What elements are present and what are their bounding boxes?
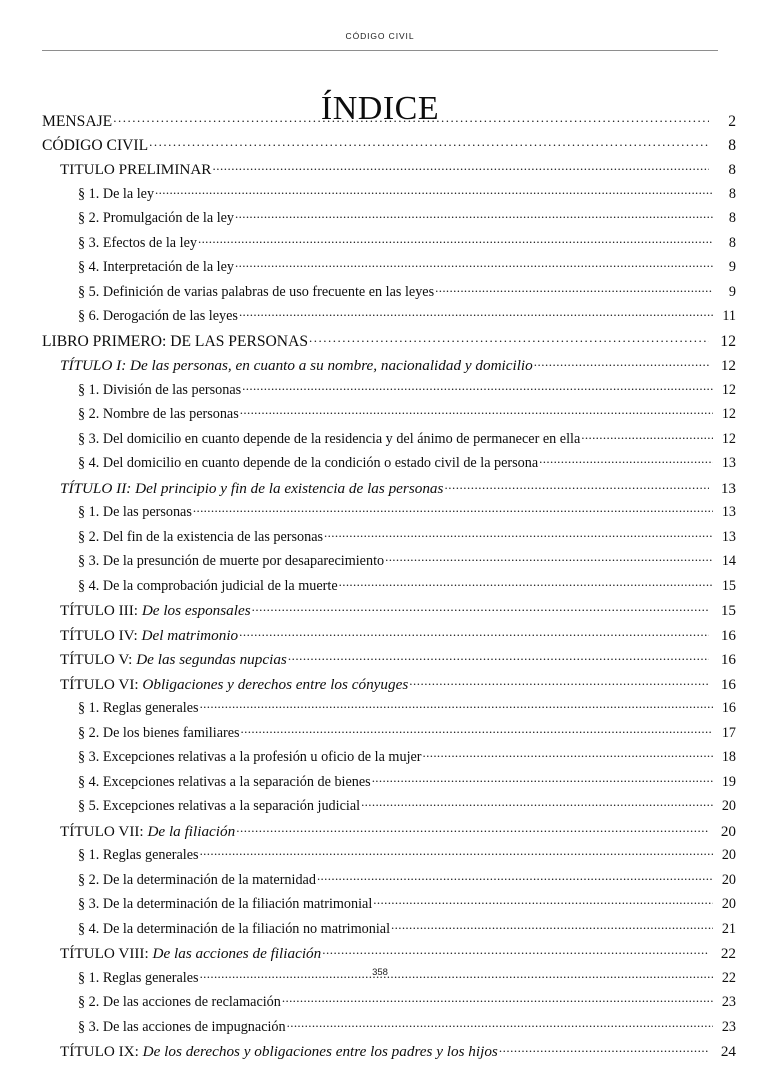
toc-entry-title: TÍTULO VI: <box>60 675 143 693</box>
toc-entry-label: LIBRO PRIMERO: DE LAS PERSONAS <box>42 333 308 351</box>
toc-entry-label <box>60 602 251 620</box>
toc-entry[interactable] <box>42 159 736 184</box>
toc-entry[interactable] <box>42 233 736 258</box>
toc-entry[interactable] <box>42 502 736 527</box>
dot-leader <box>435 282 713 296</box>
toc-entry[interactable] <box>42 796 736 821</box>
dot-leader <box>200 698 713 712</box>
toc-entry-page-number: 8 <box>728 210 736 227</box>
running-head <box>0 26 760 44</box>
toc-entry-title: TÍTULO VII: <box>60 822 148 840</box>
toc-entry-label: § 2. Nombre de las personas <box>78 406 239 423</box>
toc-entry-page-number: 2 <box>728 112 736 130</box>
dot-leader <box>241 723 713 737</box>
toc-entry-label: MENSAJE <box>42 112 113 130</box>
toc-entry[interactable] <box>42 380 736 405</box>
toc-entry-description: De las segundas nupcias <box>136 651 287 669</box>
toc-entry[interactable] <box>42 1017 736 1042</box>
toc-entry-label: CÓDIGO CIVIL <box>42 137 149 155</box>
dot-leader <box>252 600 709 615</box>
dot-leader <box>193 502 713 516</box>
dot-leader <box>288 649 709 664</box>
toc-entry-label: § 4. De la determinación de la filiación no matrimonial <box>78 920 391 937</box>
toc-entry-label <box>60 1043 498 1061</box>
toc-entry-page-number: 12 <box>721 406 736 423</box>
toc-entry-label: § 1. De las personas <box>78 504 192 521</box>
toc-entry-label: § 3. De las acciones de impugnación <box>78 1018 286 1035</box>
toc-entry-page-number: 12 <box>720 333 736 351</box>
toc-entry-page-number: 16 <box>720 675 736 693</box>
toc-entry-page-number: 13 <box>721 528 736 545</box>
toc-entry[interactable] <box>42 257 736 282</box>
dot-leader <box>385 551 713 565</box>
toc-entry-description: De la filiación <box>147 822 236 840</box>
toc-entry-page-number: 19 <box>721 773 736 790</box>
toc-entry-label: § 1. Reglas generales <box>78 847 199 864</box>
toc-entry-page-number: 20 <box>721 798 736 815</box>
toc-entry-page-number: 8 <box>728 234 736 251</box>
toc-entry-page-number: 16 <box>720 626 736 644</box>
toc-entry-page-number: 8 <box>728 137 736 155</box>
dot-leader <box>242 380 713 394</box>
dot-leader <box>198 233 713 247</box>
toc-entry[interactable] <box>42 135 736 160</box>
toc-entry[interactable] <box>42 306 736 331</box>
toc-entry-page-number: 13 <box>720 479 736 497</box>
toc-entry-page-number: 16 <box>720 651 736 669</box>
toc-entry-title: TÍTULO III: <box>60 602 142 620</box>
toc-entry[interactable] <box>42 478 736 503</box>
toc-entry[interactable] <box>42 453 736 478</box>
dot-leader <box>324 527 713 541</box>
toc-entry-title: TÍTULO IV: <box>60 626 142 644</box>
toc-entry-label <box>60 945 321 963</box>
toc-entry-page-number: 16 <box>721 700 736 717</box>
toc-entry-page-number: 20 <box>720 822 736 840</box>
toc-entry-page-number: 15 <box>720 602 736 620</box>
toc-entry-label: § 5. Definición de varias palabras de uso frecuente en las leyes <box>78 283 435 300</box>
toc-entry[interactable] <box>42 184 736 209</box>
toc-entry-page-number: 17 <box>721 724 736 741</box>
toc-entry[interactable] <box>42 429 736 454</box>
dot-leader <box>423 747 713 761</box>
toc-entry-page-number: 22 <box>720 945 736 963</box>
toc-entry-label <box>60 823 235 841</box>
toc-entry[interactable] <box>42 698 736 723</box>
toc-entry-page-number: 9 <box>728 283 736 300</box>
toc-entry-label: § 2. Promulgación de la ley <box>78 210 235 227</box>
page-title: ÍNDICE <box>320 89 440 127</box>
toc-entry-label: § 4. Excepciones relativas a la separación de bienes <box>78 773 371 790</box>
toc-entry[interactable] <box>42 600 736 625</box>
toc-entry[interactable] <box>42 625 736 650</box>
toc-entry-label: § 6. Derogación de las leyes <box>78 308 238 325</box>
toc-entry[interactable] <box>42 282 736 307</box>
toc-entry-page-number: 8 <box>728 185 736 202</box>
toc-entry[interactable] <box>42 110 736 135</box>
dot-leader <box>113 110 709 126</box>
toc-entry-label: § 4. De la comprobación judicial de la muerte <box>78 577 338 594</box>
toc-entry-page-number: 23 <box>721 994 736 1011</box>
dot-leader <box>212 159 709 174</box>
dot-leader <box>539 453 713 467</box>
toc-entry-description: De los derechos y obligaciones entre los padres y los hijos <box>142 1043 498 1061</box>
toc-entry-page-number: 12 <box>720 357 736 375</box>
toc-entry-page-number: 12 <box>721 381 736 398</box>
toc-entry-label: TITULO PRELIMINAR <box>60 161 212 179</box>
dot-leader <box>444 478 709 493</box>
dot-leader <box>581 429 713 443</box>
toc-entry[interactable] <box>42 919 736 944</box>
toc-entry-title: TÍTULO VIII: <box>60 945 153 963</box>
dot-leader <box>149 135 709 151</box>
toc-entry-label: § 3. De la determinación de la filiación matrimonial <box>78 896 373 913</box>
toc-entry[interactable] <box>42 674 736 699</box>
dot-leader <box>499 1041 709 1056</box>
toc-entry-label: § 1. Reglas generales <box>78 700 199 717</box>
toc-entry-title: TÍTULO V: <box>60 651 137 669</box>
toc-entry[interactable] <box>42 772 736 797</box>
toc-entry[interactable] <box>42 576 736 601</box>
toc-entry[interactable] <box>42 551 736 576</box>
toc-entry[interactable] <box>42 723 736 748</box>
dot-leader <box>317 870 713 884</box>
toc-entry-description: Del matrimonio <box>141 626 239 644</box>
toc-entry[interactable] <box>42 355 736 380</box>
dot-leader <box>240 404 713 418</box>
dot-leader <box>235 257 713 271</box>
toc-entry-page-number: 15 <box>721 577 736 594</box>
toc-entry[interactable] <box>42 821 736 846</box>
toc-entry-label: § 1. De la ley <box>78 185 155 202</box>
toc-entry-page-number: 20 <box>721 871 736 888</box>
toc-entry-label: § 3. Efectos de la ley <box>78 234 197 251</box>
toc-entry-title: TÍTULO IX: <box>60 1043 143 1061</box>
dot-leader <box>282 992 713 1006</box>
dot-leader <box>339 576 713 590</box>
toc-entry-description: Obligaciones y derechos entre los cónyuges <box>142 675 409 693</box>
toc-entry-label: § 3. Del domicilio en cuanto depende de la residencia y del ánimo de permanecer en ella <box>78 430 581 447</box>
toc-entry-label: § 4. Interpretación de la ley <box>78 259 234 276</box>
dot-leader <box>361 796 713 810</box>
toc-entry-label <box>60 651 287 669</box>
toc-entry-page-number: 13 <box>721 455 736 472</box>
toc-entry[interactable] <box>42 649 736 674</box>
toc-entry-label <box>60 676 408 694</box>
toc-entry-page-number: 24 <box>720 1043 736 1061</box>
toc-entry-label: § 2. De la determinación de la maternidad <box>78 871 316 888</box>
toc-entry[interactable] <box>42 331 736 356</box>
toc-entry-page-number: 9 <box>728 259 736 276</box>
toc-entry-label: § 3. De la presunción de muerte por desaparecimiento <box>78 553 385 570</box>
toc-entry[interactable] <box>42 404 736 429</box>
toc-entry-page-number: 11 <box>722 308 736 325</box>
toc-entry[interactable] <box>42 894 736 919</box>
toc-entry[interactable] <box>42 1041 736 1066</box>
toc-entry-label: § 4. Del domicilio en cuanto depende de la condición o estado civil de la persona <box>78 455 539 472</box>
toc-entry-label <box>60 627 238 645</box>
toc-entry-page-number: 14 <box>721 553 736 570</box>
toc-entry-label: § 1. Reglas generales <box>78 969 199 986</box>
page-folio-number: 358 <box>372 967 388 978</box>
dot-leader <box>391 919 713 933</box>
toc-entry[interactable] <box>42 208 736 233</box>
toc-entry-page-number: 23 <box>721 1018 736 1035</box>
toc-entry[interactable] <box>42 943 736 968</box>
dot-leader <box>534 355 709 370</box>
toc-entry-page-number: 8 <box>728 161 736 179</box>
toc-entry[interactable] <box>42 527 736 552</box>
dot-leader <box>235 208 713 222</box>
toc-entry-label: § 1. División de las personas <box>78 381 242 398</box>
dot-leader <box>322 943 709 958</box>
table-of-contents <box>42 110 736 1066</box>
toc-entry-label: TÍTULO II: Del principio y fin de la existencia de las personas <box>60 479 444 497</box>
toc-entry-page-number: 21 <box>721 920 736 937</box>
dot-leader <box>309 331 709 347</box>
toc-entry-label: § 5. Excepciones relativas a la separación judicial <box>78 798 361 815</box>
toc-entry-description: De los esponsales <box>141 602 251 620</box>
toc-entry-label: § 2. De las acciones de reclamación <box>78 994 281 1011</box>
toc-entry[interactable] <box>42 870 736 895</box>
toc-entry-page-number: 22 <box>721 969 736 986</box>
dot-leader <box>239 625 709 640</box>
dot-leader <box>200 845 713 859</box>
toc-entry-page-number: 20 <box>721 847 736 864</box>
toc-entry-label: TÍTULO I: De las personas, en cuanto a su nombre, nacionalidad y domicilio <box>60 357 533 375</box>
toc-entry-label: § 2. De los bienes familiares <box>78 724 240 741</box>
dot-leader <box>287 1017 713 1031</box>
header-divider-rule <box>42 50 718 51</box>
toc-entry-page-number: 12 <box>721 430 736 447</box>
dot-leader <box>236 821 709 836</box>
toc-entry-page-number: 13 <box>721 504 736 521</box>
dot-leader <box>372 772 713 786</box>
toc-entry-description: De las acciones de filiación <box>152 945 322 963</box>
toc-entry-page-number: 18 <box>721 749 736 766</box>
dot-leader <box>155 184 713 198</box>
toc-entry-page-number: 20 <box>721 896 736 913</box>
dot-leader <box>373 894 713 908</box>
toc-entry[interactable] <box>42 845 736 870</box>
toc-entry-label: § 3. Excepciones relativas a la profesión u oficio de la mujer <box>78 749 422 766</box>
dot-leader <box>239 306 713 320</box>
toc-entry-label: § 2. Del fin de la existencia de las personas <box>78 528 324 545</box>
toc-entry[interactable] <box>42 747 736 772</box>
running-head-text: CÓDIGO CIVIL <box>345 31 415 41</box>
dot-leader <box>409 674 709 689</box>
